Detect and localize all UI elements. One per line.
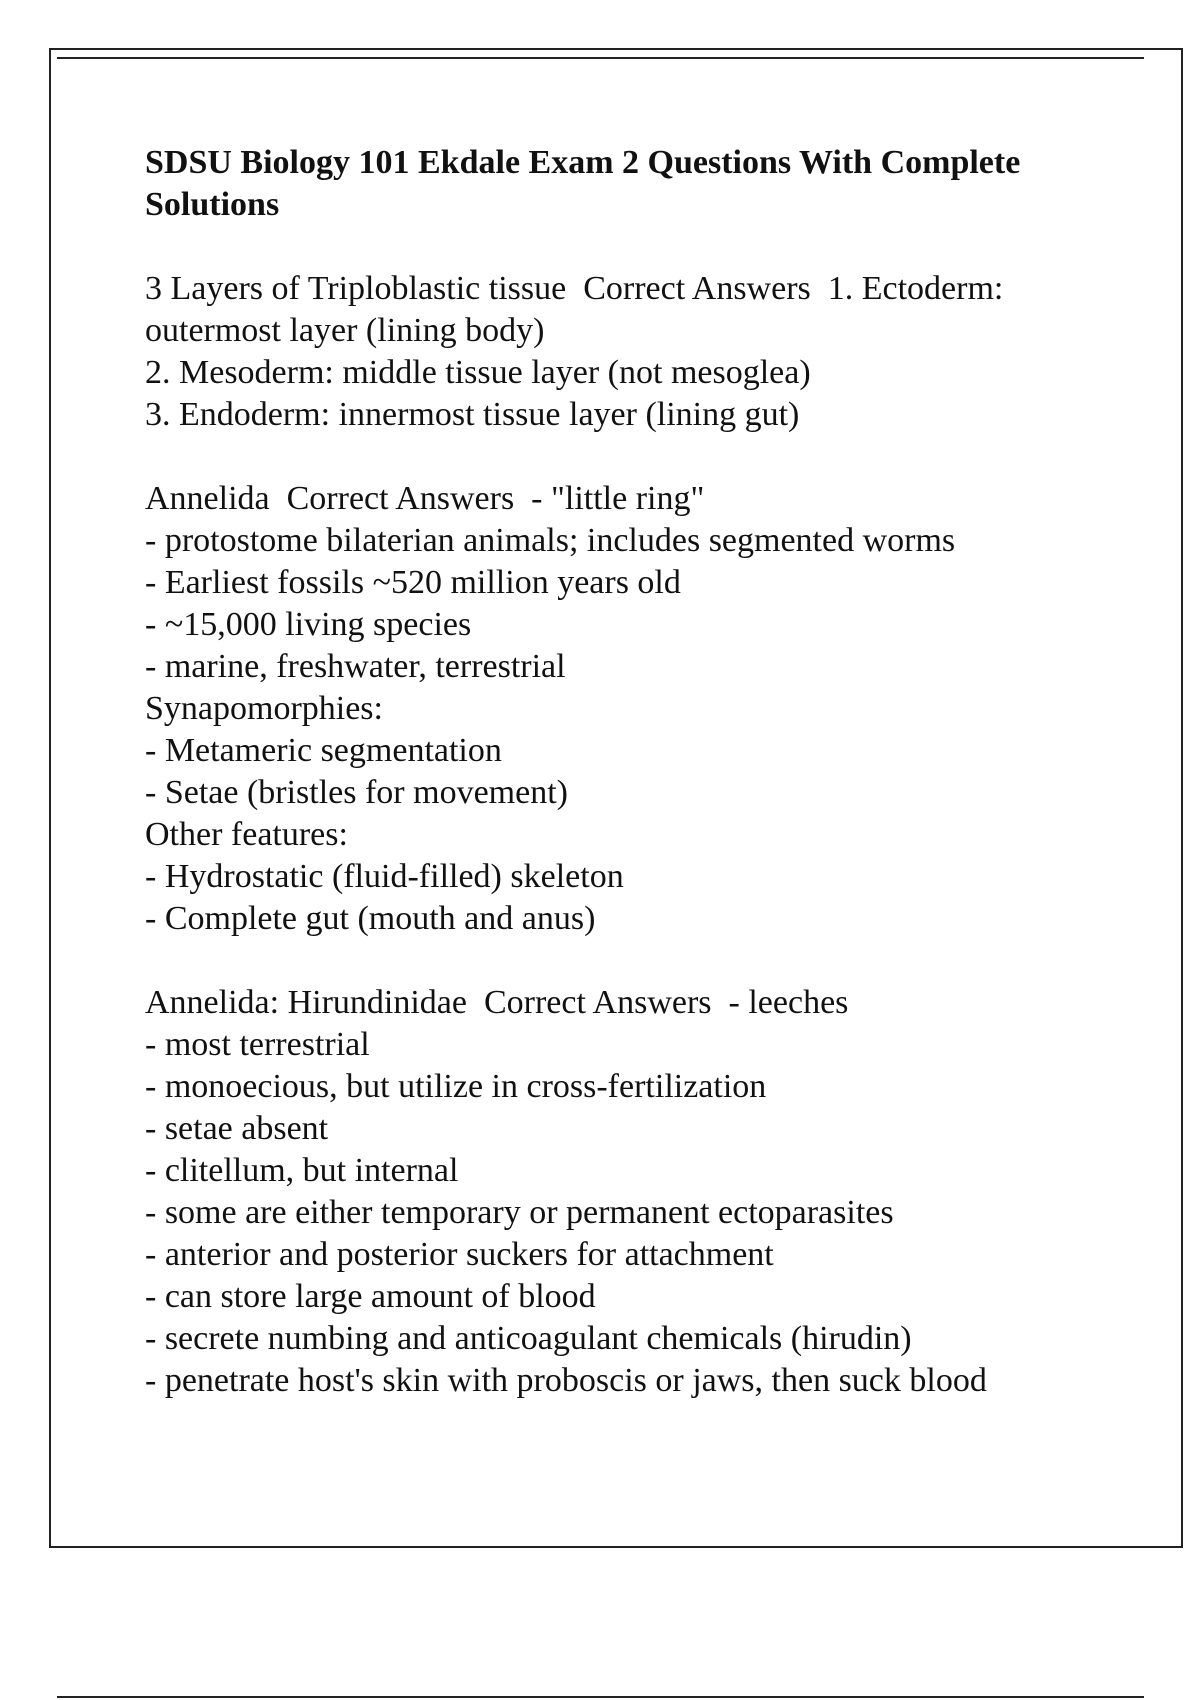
- text-line: - anterior and posterior suckers for attachment: [145, 1236, 774, 1273]
- document-body: [145, 142, 1115, 1402]
- text-line: Annelida: Hirundinidae Correct Answers - leeches: [145, 984, 849, 1021]
- qa-block-triploblastic: [145, 268, 1115, 436]
- text-line: - setae absent: [145, 1110, 329, 1147]
- text-line: - marine, freshwater, terrestrial: [145, 648, 566, 685]
- text-line: - can store large amount of blood: [145, 1278, 596, 1315]
- text-line: - protostome bilaterian animals; includes segmented worms: [145, 522, 956, 559]
- text-line: Other features:: [145, 816, 348, 853]
- text-line: - some are either temporary or permanent ectoparasites: [145, 1194, 894, 1231]
- text-line: - Earliest fossils ~520 million years old: [145, 564, 681, 601]
- document-title: SDSU Biology 101 Ekdale Exam 2 Questions With Complete Solutions: [145, 144, 1021, 223]
- text-line: 3 Layers of Triploblastic tissue Correct Answers 1. Ectoderm: outermost layer (lining body): [145, 270, 1012, 349]
- text-line: - monoecious, but utilize in cross-fertilization: [145, 1068, 767, 1105]
- qa-block-hirundinidae: [145, 982, 1115, 1402]
- text-line: Annelida Correct Answers - "little ring": [145, 480, 705, 517]
- text-line: - secrete numbing and anticoagulant chemicals (hirudin): [145, 1320, 912, 1357]
- text-line: - ~15,000 living species: [145, 606, 472, 643]
- top-rule: [57, 57, 1144, 59]
- text-line: - Complete gut (mouth and anus): [145, 900, 596, 937]
- qa-block-annelida: [145, 478, 1115, 940]
- text-line: 3. Endoderm: innermost tissue layer (lining gut): [145, 396, 800, 433]
- text-line: - Setae (bristles for movement): [145, 774, 568, 811]
- text-line: - most terrestrial: [145, 1026, 370, 1063]
- text-line: 2. Mesoderm: middle tissue layer (not mesoglea): [145, 354, 811, 391]
- text-line: - Hydrostatic (fluid-filled) skeleton: [145, 858, 624, 895]
- text-line: Synapomorphies:: [145, 690, 383, 727]
- text-line: - penetrate host's skin with proboscis or jaws, then suck blood: [145, 1362, 987, 1399]
- text-line: - clitellum, but internal: [145, 1152, 459, 1189]
- bottom-rule: [57, 1696, 1144, 1698]
- text-line: - Metameric segmentation: [145, 732, 502, 769]
